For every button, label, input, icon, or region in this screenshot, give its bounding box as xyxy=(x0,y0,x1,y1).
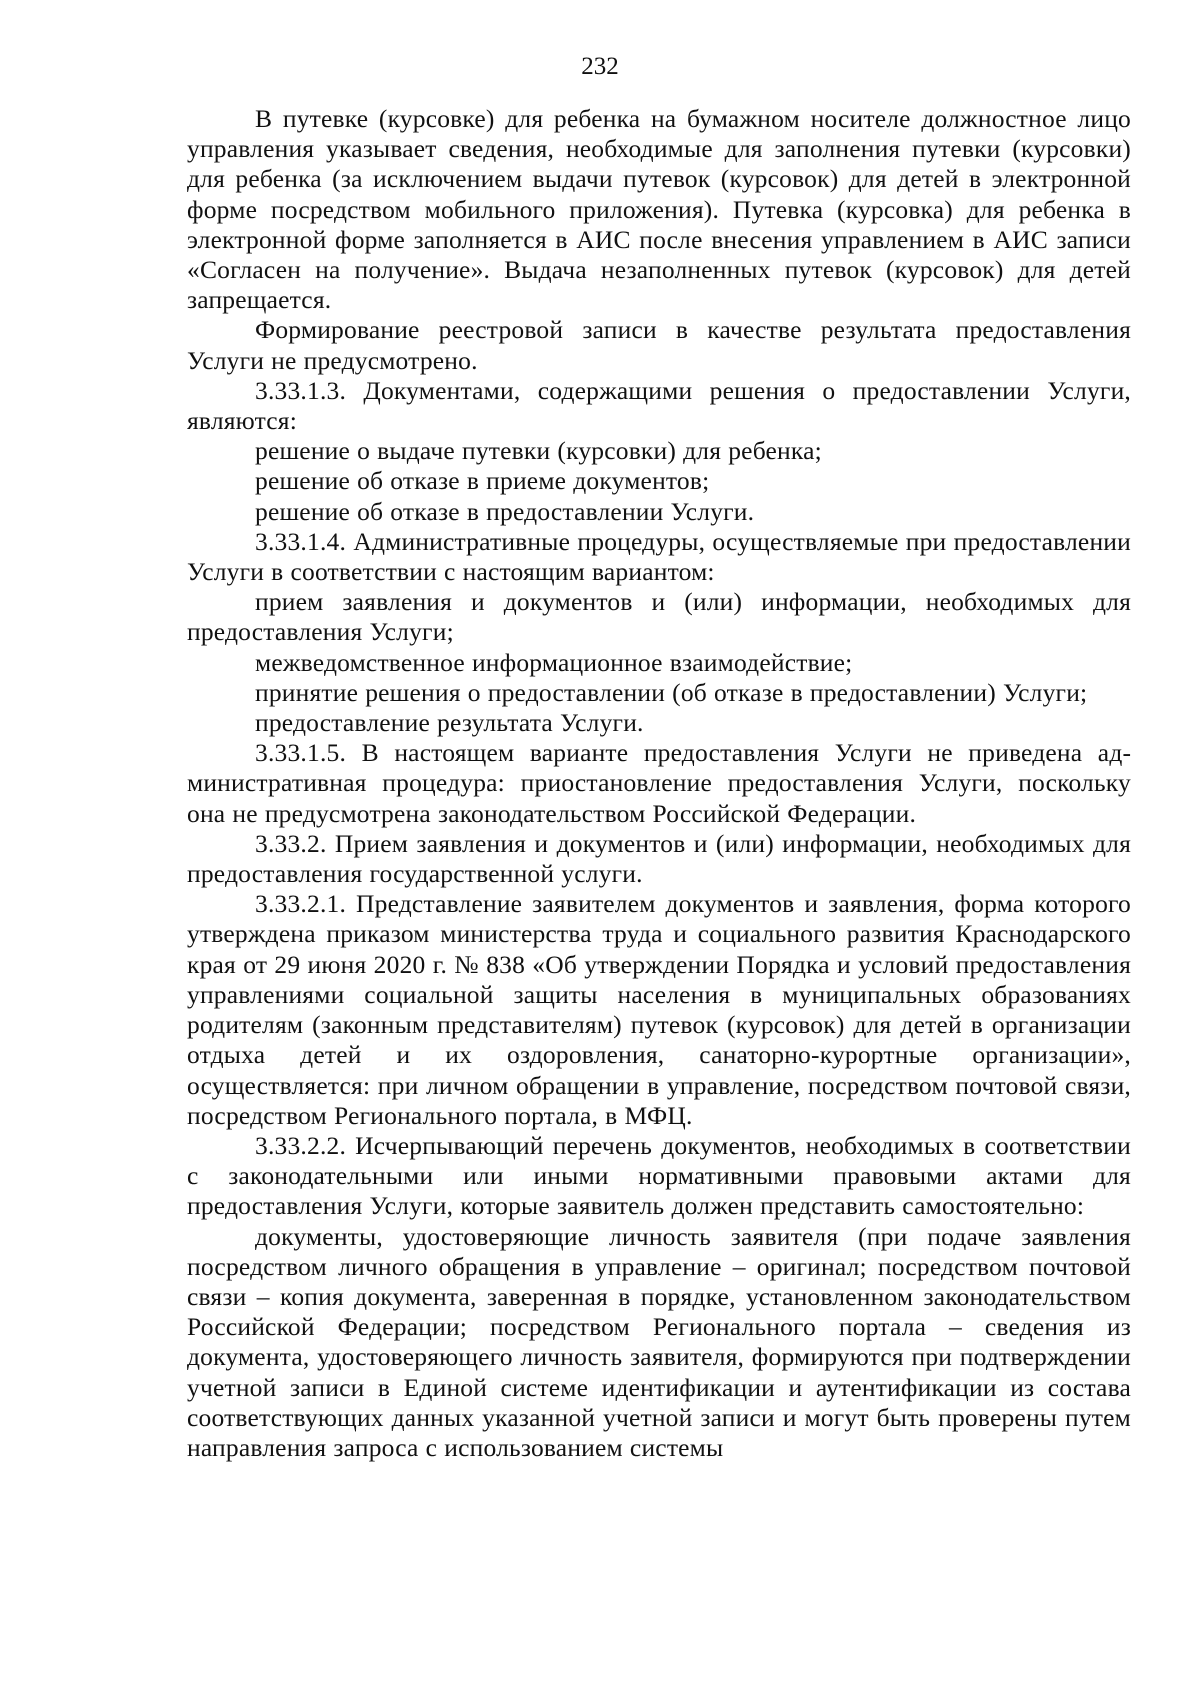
list-item-result-delivery: предоставление результата Услуги. xyxy=(255,708,644,738)
paragraph-3-33-1-3: 3.33.1.3. Документами, содержащими решения о предоставлении Услуги, являются: xyxy=(187,375,1131,436)
paragraph-3-33-2: 3.33.2. Прием заявления и документов и (или) информации, необходимых для предоставления государственной услуги. xyxy=(187,828,1131,889)
list-item-application-intake: прием заявления и документов и (или) информации, необходимых для предоставления Услуги; xyxy=(187,587,1131,647)
list-item-decision-making: принятие решения о предоставлении (об отказе в предоставлении) Услуги; xyxy=(255,677,1088,707)
document-body xyxy=(187,104,1131,1463)
paragraph-3-33-2-2: 3.33.2.2. Исчерпывающий перечень документов, необходимых в соответствии с законодательными или иными нормативными правовыми актами для предоставления Услуги, которые заявитель должен представить самостоятельно: xyxy=(187,1130,1131,1221)
paragraph-registry-record: Формирование реестровой записи в качестве результата предоставления Услуги не предусмотрено. xyxy=(187,315,1131,375)
paragraph-3-33-1-5: 3.33.1.5. В настоящем варианте предоставления Услуги не приведена административная процедура: приостановление предоставления Услуги, поскольку она не предусмотрена законодательством Российской Федерации. xyxy=(187,738,1131,828)
page-number: 232 xyxy=(581,53,619,80)
paragraph-voucher-paper-form: В путевке (курсовке) для ребенка на бумажном носителе должностное лицо управления указывает сведения, необходимые для заполнения путевки (курсовки) для ребенка (за исключением выдачи путевок (курсовок) для детей в электронной форме посредством мобильного приложения). Путевка (курсовка) для ребенка в электронной форме заполняется в АИС после внесения управлением в АИС записи «Согласен на получение». Выдача незаполненных путевок (курсовок) для детей запрещается. xyxy=(187,104,1131,315)
list-item-refusal-service: решение об отказе в предоставлении Услуги. xyxy=(255,496,755,526)
list-item-interagency: межведомственное информационное взаимодействие; xyxy=(255,647,853,677)
paragraph-3-33-1-4: 3.33.1.4. Административные процедуры, осуществляемые при предоставлении Услуги в соответствии с настоящим вариантом: xyxy=(187,526,1131,587)
list-item-refusal-documents: решение об отказе в приеме документов; xyxy=(255,466,710,496)
paragraph-3-33-2-1: 3.33.2.1. Представление заявителем документов и заявления, форма которого утверждена приказом министерства труда и социального развития Краснодарского края от 29 июня 2020 г. № 838 «Об утверждении Порядка и условий предоставления управлениями социальной защиты населения в муниципальных образованиях родителям (законным представителям) путевок (курсовок) для детей в организации отдыха детей и их оздоровления, санаторно-курортные организации», осуществляется: при личном обращении в управление, посредством почтовой связи, посредством Регионального портала, в МФЦ. xyxy=(187,889,1131,1130)
list-item-decision-issue: решение о выдаче путевки (курсовки) для ребенка; xyxy=(255,436,822,466)
list-item-identity-documents: документы, удостоверяющие личность заявителя (при подаче заявления посредством личного обращения в управление – оригинал; посредством почтовой связи – копия документа, заверенная в порядке, установленном законодательством Российской Федерации; посредством Регионального портала – сведения из документа, удостоверяющего личность заявителя, формируются при подтверждении учетной записи в Единой системе идентификации и аутентификации из состава соответствующих данных указанной учетной записи и могут быть проверены путем направления запроса с использованием системы xyxy=(187,1221,1131,1462)
